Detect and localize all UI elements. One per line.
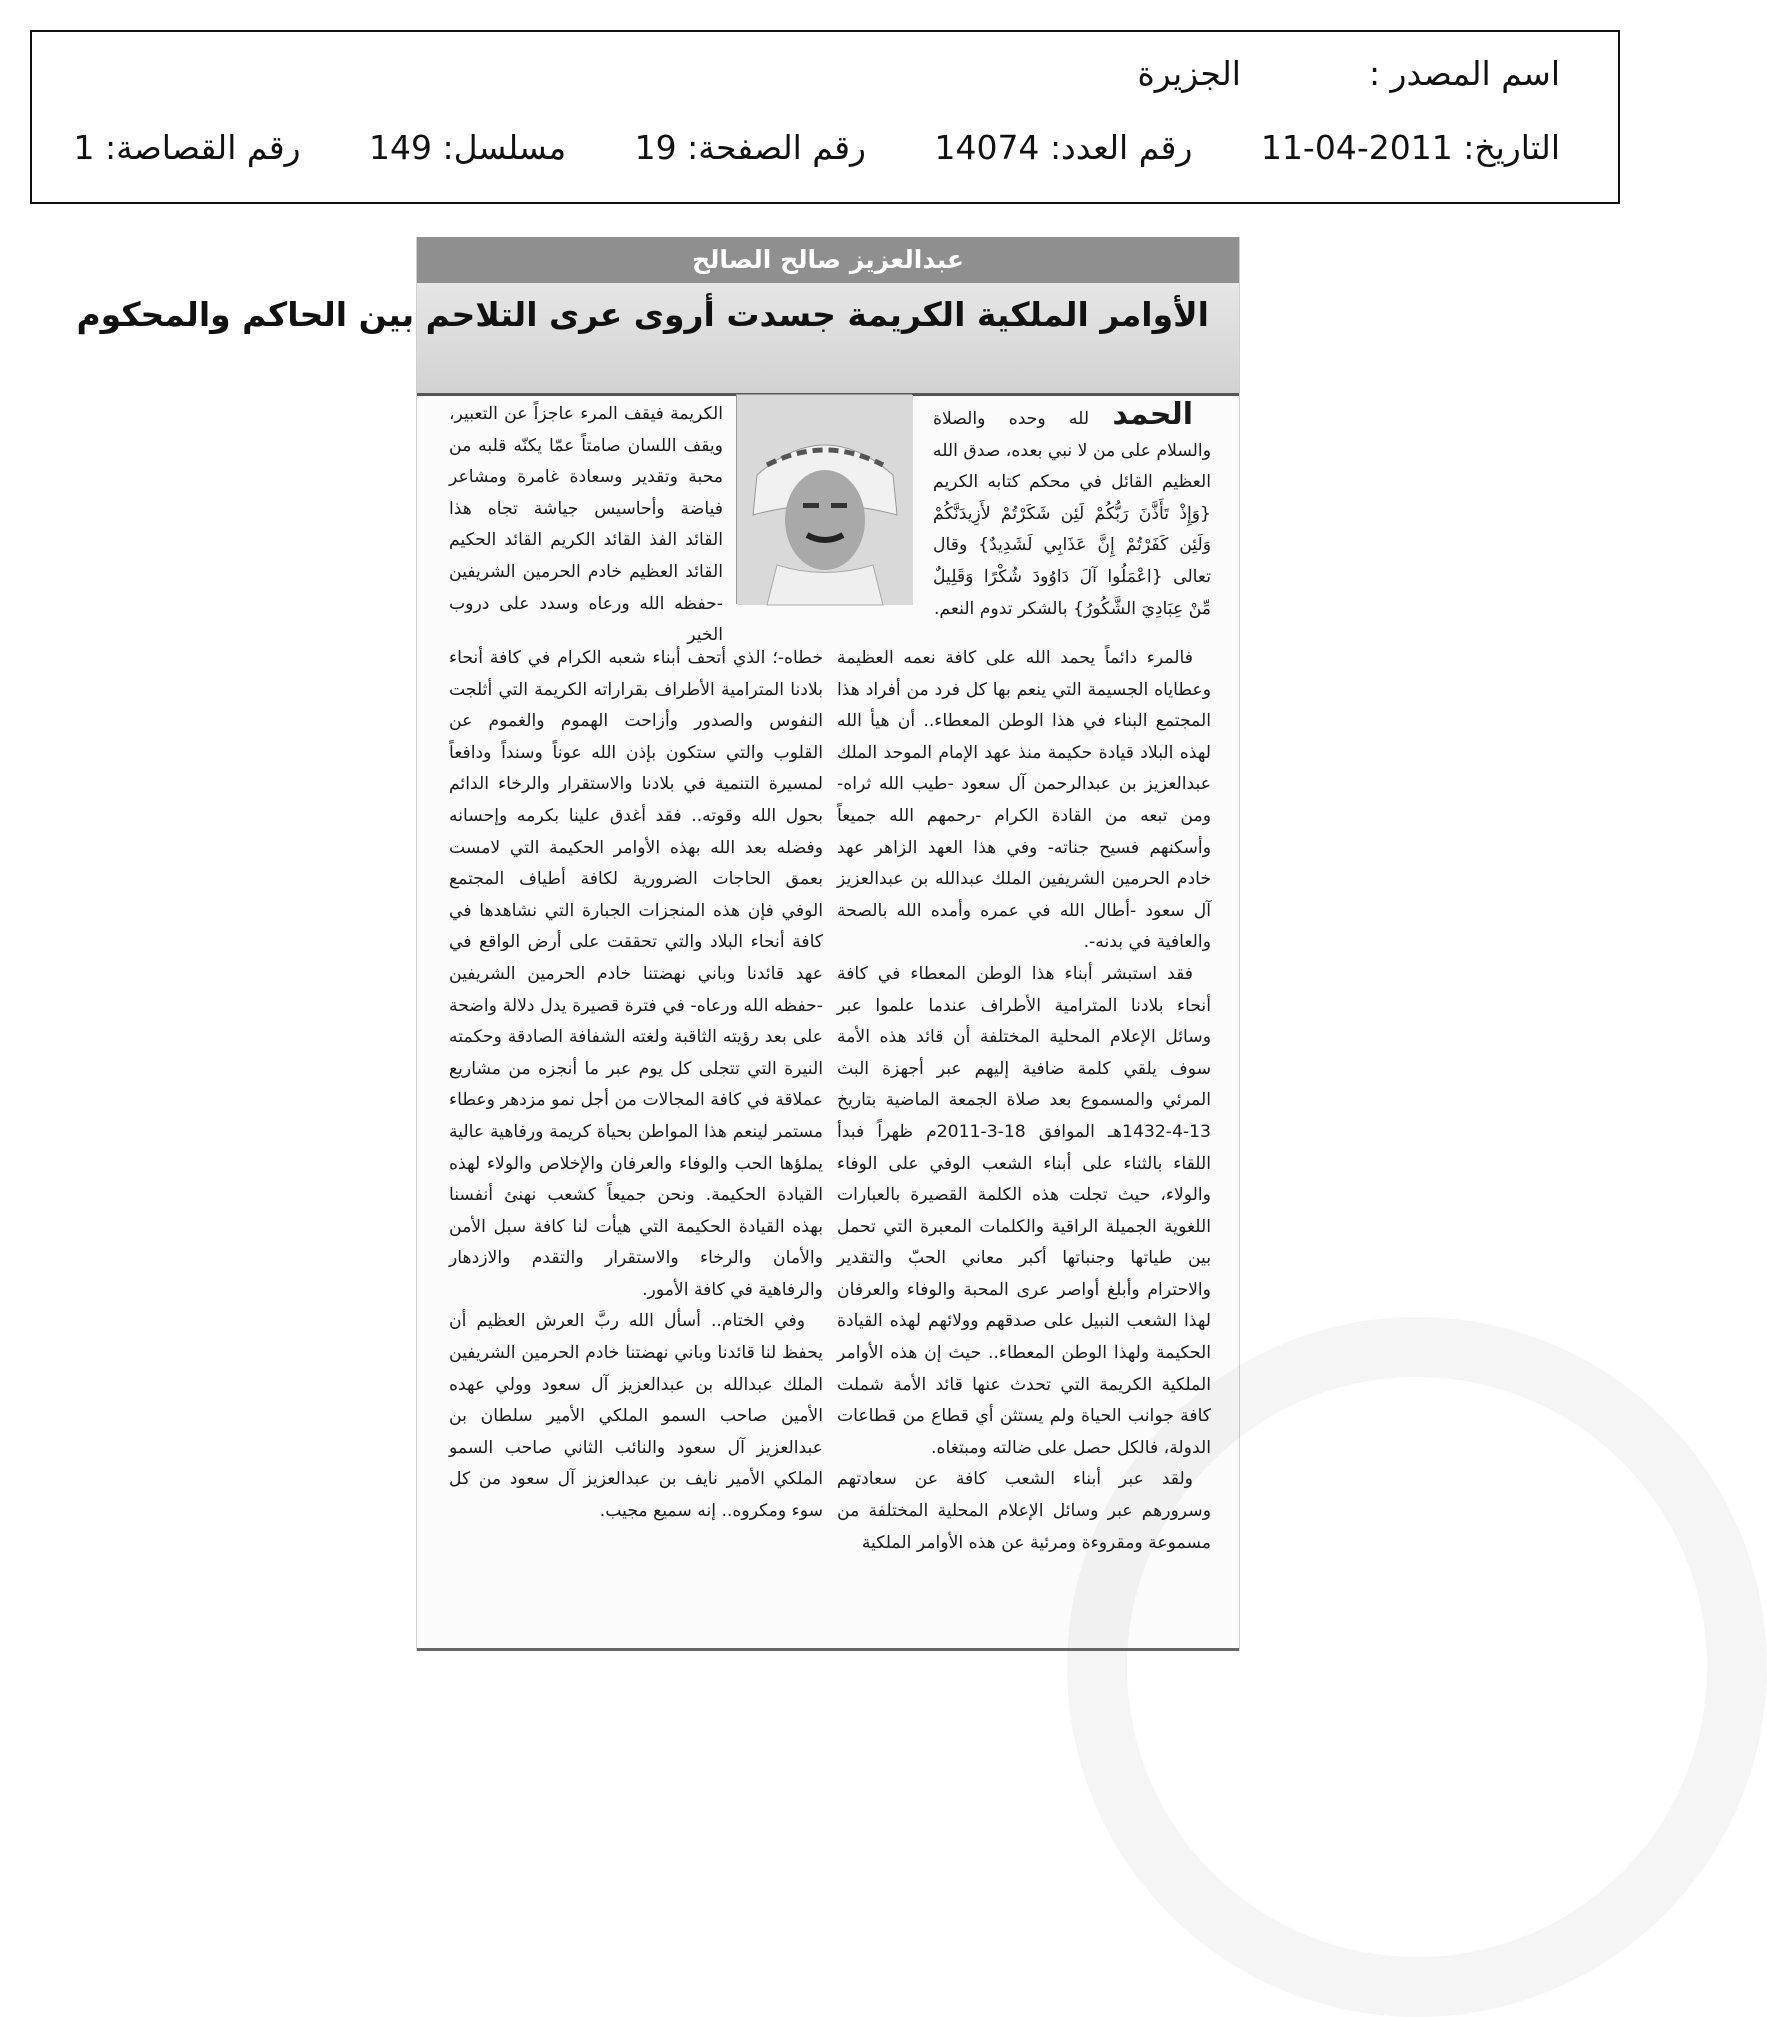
date-label: التاريخ: (1463, 128, 1560, 167)
serial-label: مسلسل: (442, 128, 567, 167)
details-row (73, 128, 1560, 167)
date-value: 2011-04-11 (1260, 128, 1453, 167)
lead-word: الحمد (1112, 397, 1193, 432)
newspaper-clipping (76, 237, 1240, 1651)
source-value: الجزيرة (1137, 54, 1241, 93)
column-right-top (933, 399, 1211, 625)
column-left-top (449, 399, 723, 652)
source-label: اسم المصدر : (1368, 54, 1560, 93)
paragraph: وفي الختام.. أسأل الله ربَّ العرش العظيم أن يحفظ لنا قائدنا وباني نهضتنا خادم الحرمين الشريفين الملك عبدالله بن عبدالعزيز آل سعود وولي عهده الأمين صاحب السمو الملكي الأمير سلطان بن عبدالعزيز آل سعود والنائب الثاني صاحب السمو الملكي الأمير نايف بن عبدالعزيز آل سعود من كل سوء ومكروه.. إنه سميع مجيب. (449, 1311, 823, 1522)
serial-value: 149 (369, 128, 433, 167)
headline: الأوامر الملكية الكريمة جسدت أروى عرى التلاحم بين الحاكم والمحكوم (76, 295, 1209, 334)
intro-paragraph: لله وحده والصلاة والسلام على من لا نبي بعده، صدق الله العظيم القائل في محكم كتابه الكريم {وَإِذْ تَأَذَّنَ رَبُّكُمْ لَئِن شَكَرْتُمْ لأَزِيدَنَّكُمْ وَلَئِن كَفَرْتُمْ إِنَّ عَذَابِي لَشَدِيدٌ} وقال تعالى {اعْمَلُوا آلَ دَاوُودَ شُكْرًا وَقَلِيلٌ مِّنْ عِبَادِيَ الشَّكُورُ} بالشكر تدوم النعم. (933, 409, 1211, 619)
source-metadata-box (30, 30, 1620, 204)
paragraph: ولقد عبر أبناء الشعب كافة عن سعادتهم وسرورهم عبر وسائل الإعلام المحلية المختلفة من مسموعة ومقروءة ومرئية عن هذه الأوامر الملكية (837, 1469, 1211, 1553)
page-value: 19 (634, 128, 677, 167)
clip-label: رقم القصاصة: (104, 128, 301, 167)
column-left (449, 643, 823, 1528)
paragraph: خطاه-؛ الذي أتحف أبناء شعبه الكرام في كافة أنحاء بلادنا المترامية الأطراف بقراراته الكريمة التي أثلجت النفوس والصدور وأزاحت الهموم والغموم عن القلوب والتي ستكون بإذن الله عوناً وسنداً ودافعاً لمسيرة التنمية في بلادنا والاستقرار والرخاء الدائم بحول الله وقوته.. فقد أغدق علينا بكرمه وإحسانه وفضله بعد الله بهذه الأوامر الحكيمة التي لامست بعمق الحاجات الضرورية لكافة أطياف المجتمع الوفي فإن هذه المنجزات الجبارة التي نشاهدها في كافة أنحاء البلاد والتي تحققت على أرض الواقع في عهد قائدنا وباني نهضتنا خادم الحرمين الشريفين -حفظه الله ورعاه- في فترة قصيرة يدل دلالة واضحة على بعد رؤيته الثاقبة ولغته الشفافة الصادقة وحكمته النيرة التي تتجلى كل يوم عبر ما أنجزه من مشاريع عملاقة في كافة المجالات من أجل نمو مزدهر وعطاء مستمر لينعم هذا المواطن بحياة كريمة ورفاهية عالية يملؤها الحب والوفاء والعرفان والإخلاص والولاء لهذه القيادة الحكيمة. ونحن جميعاً كشعب نهنئ أنفسنا بهذه القيادة الحكيمة التي هيأت لنا كافة سبل الأمن والأمان والرخاء والاستقرار والتقدم والازدهار والرفاهية في كافة الأمور. (449, 648, 823, 1300)
issue-value: 14074 (934, 128, 1040, 167)
page-label: رقم الصفحة: (687, 128, 866, 167)
paragraph: الكريمة فيقف المرء عاجزاً عن التعبير، ويقف اللسان صامتاً عمّا يكنّه قلبه من محبة وتقدير وسعادة غامرة ومشاعر فياضة وأحاسيس جياشة تجاه هذا القائد الفذ القائد الكريم القائد الحكيم القائد العظيم خادم الحرمين الشريفين -حفظه الله ورعاه وسدد على دروب الخير (449, 404, 723, 646)
source-row (1138, 54, 1560, 93)
clip-value: 1 (73, 128, 95, 167)
paragraph: فقد استبشر أبناء هذا الوطن المعطاء في كافة أنحاء بلادنا المترامية الأطراف عندما علموا عبر وسائل الإعلام المحلية المختلفة أن قائد هذه الأمة سوف يلقي كلمة ضافية إليهم عبر أجهزة البث المرئي والمسموع بعد صلاة الجمعة الماضية بتاريخ 13-4-1432هـ الموافق 18-3-2011م ظهراً فبدأ اللقاء بالثناء على أبناء الشعب الوفي على الوفاء والولاء، حيث تجلت هذه الكلمة القصيرة بالعبارات اللغوية الجميلة الراقية والكلمات المعبرة التي تحمل بين طياتها وجنباتها أكبر معاني الحبّ والتقدير والاحترام وأبلغ أواصر عرى المحبة والوفاء والعرفان لهذا الشعب النبيل على صدقهم وولائهم لهذه القيادة الحكيمة ولهذا الوطن المعطاء.. حيث إن هذه الأوامر الملكية الكريمة التي تحدث عنها قائد الأمة شملت كافة جوانب الحياة ولم يستثن أي قطاع من قطاعات الدولة، فالكل حصل على ضالته ومبتغاه. (837, 963, 1211, 1458)
author-portrait-image (737, 395, 913, 605)
paragraph: فالمرء دائماً يحمد الله على كافة نعمه العظيمة وعطاياه الجسيمة التي ينعم بها كل فرد من أفراد هذا المجتمع البناء في هذا الوطن المعطاء.. أن هيأ الله لهذه البلاد قيادة حكيمة منذ عهد الإمام الموحد الملك عبدالعزيز بن عبدالرحمن آل سعود -طيب الله ثراه- ومن تبعه من القادة الكرام -رحمهم الله جميعاً وأسكنهم فسيح جناته- وفي هذا العهد الزاهر عهد خادم الحرمين الشريفين الملك عبدالله بن عبدالعزيز آل سعود -أطال الله في عمره وأمده الله بالصحة والعافية في بدنه-. (837, 648, 1211, 953)
column-right (837, 643, 1211, 1559)
author-photo (736, 394, 912, 604)
bottom-rule (417, 1648, 1239, 1651)
issue-label: رقم العدد: (1049, 128, 1193, 167)
author-name: عبدالعزيز صالح الصالح (417, 237, 1239, 283)
